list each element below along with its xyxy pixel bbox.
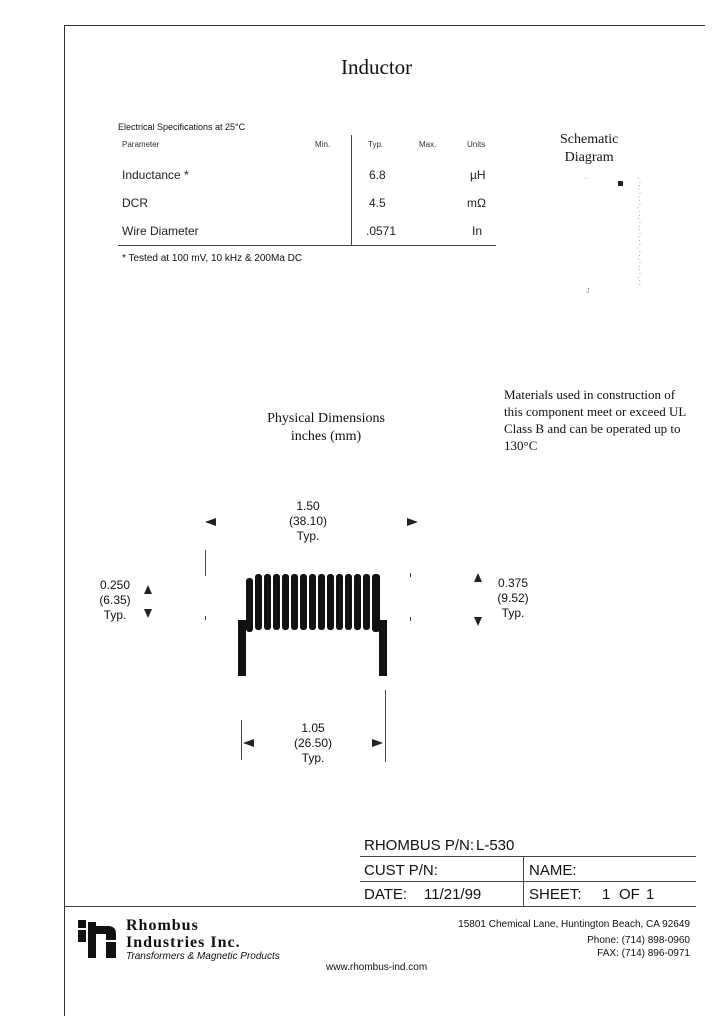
col-parameter: Parameter (122, 140, 160, 149)
col-units: Units (467, 140, 486, 149)
col-typ: Typ. (368, 140, 384, 149)
dim-height-left-mm: (6.35) (99, 593, 131, 607)
arrow-lead-right-icon (370, 738, 384, 748)
dim-length (278, 499, 338, 544)
row-inductance-param: Inductance * (122, 168, 189, 182)
row-wire-units: In (472, 224, 483, 238)
fax-value: (714) 896-0971 (621, 948, 690, 959)
dim-lead-spacing (283, 721, 343, 766)
dim-height-left-value: 0.250 (99, 578, 131, 592)
inductor-coil-drawing (234, 570, 390, 678)
row-inductance-typ: 6.8 (369, 168, 386, 182)
dim-height-right-mm: (9.52) (497, 591, 529, 605)
physical-dimensions-heading (256, 410, 396, 446)
document-title: Inductor (341, 55, 413, 79)
dim-lead-spacing-mm: (26.50) (293, 736, 333, 750)
dim-height-left (90, 578, 140, 623)
specs-bottom-rule (118, 245, 496, 246)
schematic-label-line2: Diagram (564, 150, 614, 165)
dim-height-left-typ: Typ. (103, 608, 127, 622)
date-label: DATE: (364, 886, 408, 903)
company-address: 15801 Chemical Lane, Huntington Beach, CA 92649 (458, 919, 690, 930)
phone-value: (714) 898-0960 (621, 935, 690, 946)
extension-tick-right-top (410, 573, 411, 577)
cust-pn-label: CUST P/N: (364, 862, 438, 879)
dim-height-right (488, 576, 538, 621)
footer-rule (64, 906, 696, 907)
row-wire-typ: .0571 (366, 224, 397, 238)
extension-tick-right-bottom (410, 617, 411, 621)
row-dcr-units: mΩ (467, 196, 486, 210)
dim-length-value: 1.50 (296, 499, 320, 513)
date-value: 11/21/99 (424, 886, 482, 903)
rhombus-logo-icon (76, 916, 122, 962)
sheet-total: 1 (646, 886, 655, 903)
title-block-divider (523, 857, 524, 907)
specs-footnote: * Tested at 100 mV, 10 kHz & 200Ma DC (122, 253, 303, 264)
fax-label: FAX: (597, 948, 619, 959)
polarity-dot (618, 181, 623, 186)
arrow-vertical-right-icon (473, 572, 483, 628)
dim-length-typ: Typ. (296, 529, 320, 543)
lead-left (238, 620, 246, 676)
row-dcr-typ: 4.5 (369, 196, 386, 210)
company-tagline: Transformers & Magnetic Products (126, 951, 280, 962)
title-block-rule-1 (360, 856, 696, 857)
sheet-number: 1 (602, 886, 611, 903)
arrow-vertical-left-icon (143, 584, 153, 620)
specs-column-divider (351, 135, 352, 245)
sheet-label: SHEET: (529, 886, 582, 903)
coil-symbol (638, 178, 640, 288)
svg-text:.:: .: (584, 175, 588, 181)
arrow-lead-left-icon (242, 738, 256, 748)
row-inductance-units: µH (470, 168, 486, 182)
physical-dimensions-title: Physical Dimensions (267, 411, 385, 426)
specs-heading: Electrical Specifications at 25°C (118, 122, 246, 132)
dim-lead-spacing-typ: Typ. (301, 751, 325, 765)
svg-text:J: J (586, 288, 590, 295)
extension-tick-left (205, 616, 206, 620)
dim-height-right-typ: Typ. (501, 606, 525, 620)
row-dcr-param: DCR (122, 196, 148, 210)
sheet-of: OF (619, 886, 640, 903)
col-max: Max. (419, 140, 437, 149)
title-block-rule-2 (360, 881, 696, 882)
col-min: Min. (315, 140, 331, 149)
fax-line (540, 946, 690, 962)
company-name-line1: Rhombus (126, 917, 199, 934)
extension-line-lead-right (385, 690, 386, 762)
schematic-label-line1: Schematic (560, 132, 619, 147)
coil-turns (246, 574, 380, 632)
schematic-diagram (580, 170, 650, 300)
rhombus-pn-value: L-530 (476, 837, 515, 854)
row-wire-param: Wire Diameter (122, 224, 199, 238)
arrow-right-icon (404, 517, 420, 527)
lead-right (379, 620, 387, 676)
materials-note: Materials used in construction of this component meet or exceed UL Class B and can be operated up to 130°C (504, 387, 686, 453)
company-name-line2: Industries Inc. (126, 934, 241, 951)
schematic-label (560, 131, 618, 167)
name-label: NAME: (529, 862, 577, 879)
dim-length-mm: (38.10) (288, 514, 328, 528)
extension-line-left (205, 550, 206, 576)
rhombus-pn-label: RHOMBUS P/N: (364, 837, 475, 854)
dim-lead-spacing-value: 1.05 (301, 721, 325, 735)
physical-dimensions-units: inches (mm) (290, 429, 362, 444)
company-website: www.rhombus-ind.com (326, 962, 428, 973)
arrow-left-icon (204, 517, 220, 527)
dim-height-right-value: 0.375 (497, 576, 529, 590)
phone-label: Phone: (587, 935, 619, 946)
